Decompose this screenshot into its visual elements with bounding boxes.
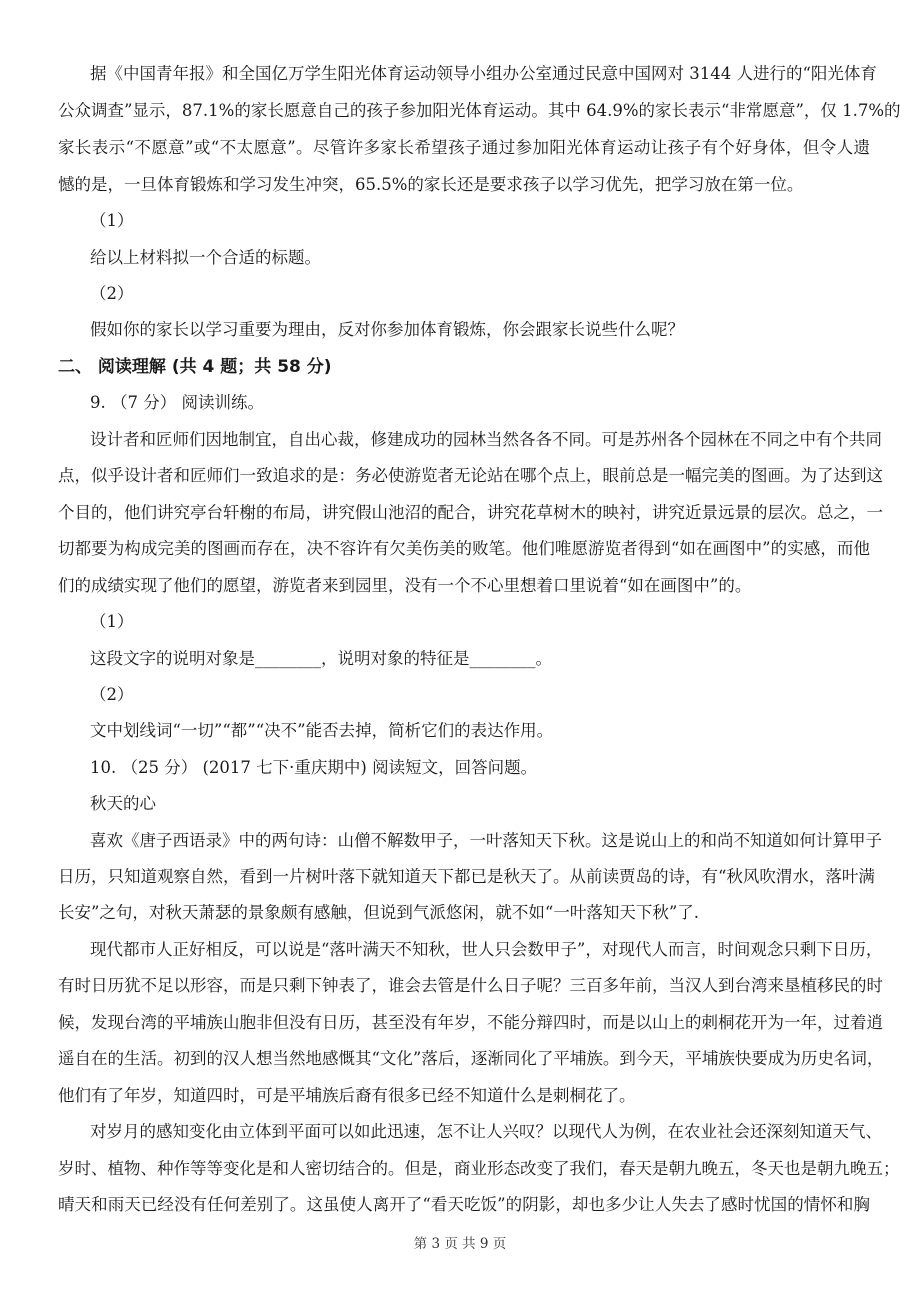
q9-passage-line-4: 切都要为构成完美的图画而存在，决不容许有欠美伤美的败笔。他们唯愿游览者得到“如在画图中”的实感，而他 — [58, 539, 870, 558]
question-text: 假如你的家长以学习重要为理由，反对你参加体育锻炼，你会跟家长说些什么呢？ — [90, 320, 684, 339]
question-number: （1） — [90, 612, 134, 631]
question-number: （2） — [90, 284, 134, 303]
q9-passage-line-1: 设计者和匠师们因地制宜，自出心裁，修建成功的园林当然各各不同。可是苏州各个园林在不同之中有个共同 — [90, 430, 882, 449]
passage1-line-1: 据《中国青年报》和全国亿万学生阳光体育运动领导小组办公室通过民意中国网对 3144 人进行的“阳光体育 — [90, 64, 877, 83]
q10-passage-line-2: 日历，只知道观察自然，看到一片树叶落下就知道天下都已是秋天了。从前读贾岛的诗，有“秋风吹渭水，落叶满 — [58, 867, 875, 886]
section-heading: 二、 阅读理解 (共 4 题；共 58 分) — [58, 357, 332, 377]
question-text: 文中划线词“一切”“都”“决不”能否去掉，简析它们的表达作用。 — [90, 721, 554, 740]
q10-passage-line-11: 晴天和雨天已经没有任何差别了。这虽使人离开了“看天吃饭”的阴影，却也多少让人失去了感时忧国的情怀和胸 — [58, 1195, 870, 1214]
question-number: （1） — [90, 211, 134, 230]
question-text: 给以上材料拟一个合适的标题。 — [90, 248, 321, 267]
q10-passage-line-8: 他们有了年岁，知道四时，可是平埔族后裔有很多已经不知道什么是刺桐花了。 — [58, 1086, 636, 1105]
q10-passage-line-3: 长安”之句，对秋天萧瑟的景象颇有感触，但说到气派悠闲，就不如“一叶落知天下秋”了. — [58, 903, 700, 922]
q9-passage-line-3: 个目的，他们讲究亭台轩榭的布局，讲究假山池沼的配合，讲究花草树木的映衬，讲究近景远景的层次。总之，一 — [58, 503, 883, 522]
passage1-line-3: 家长表示“不愿意”或“不太愿意”。尽管许多家长希望孩子通过参加阳光体育运动让孩子有个好身体，但令人遗 — [58, 138, 870, 157]
passage1-line-2: 公众调查”显示，87.1%的家长愿意自己的孩子参加阳光体育运动。其中 64.9%的家长表示“非常愿意”，仅 1.7%的 — [58, 101, 901, 120]
question-9-header: 9. （7 分） 阅读训练。 — [90, 393, 264, 412]
q10-passage-line-9: 对岁月的感知变化由立体到平面可以如此迅速，怎不让人兴叹？以现代人为例，在农业社会还深刻知道天气、 — [90, 1122, 882, 1141]
page-number-footer: 第 3 页 共 9 页 — [413, 1236, 507, 1252]
q10-passage-line-5: 有时日历犹不足以形容，而是只剩下钟表了，谁会去管是什么日子呢？三百多年前，当汉人到台湾来垦植移民的时 — [58, 976, 883, 995]
q10-passage-line-7: 遥自在的生活。初到的汉人想当然地感慨其“文化”落后，逐渐同化了平埔族。到今天，平埔族快要成为历史名词， — [58, 1049, 884, 1068]
q10-passage-line-10: 岁时、植物、种作等等变化是和人密切结合的。但是，商业形态改变了我们，春天是朝九晚五，冬天也是朝九晚五； — [58, 1159, 900, 1178]
question-10-header: 10. （25 分） (2017 七下·重庆期中) 阅读短文，回答问题。 — [90, 758, 538, 777]
question-text: 这段文字的说明对象是________，说明对象的特征是________。 — [90, 649, 552, 668]
q10-passage-line-6: 候，发现台湾的平埔族山胞非但没有日历，甚至没有年岁，不能分辩四时，而是以山上的刺桐花开为一年，过着逍 — [58, 1013, 883, 1032]
q9-passage-line-5: 们的成绩实现了他们的愿望，游览者来到园里，没有一个不心里想着口里说着“如在画图中”的。 — [58, 576, 752, 595]
q10-passage-line-4: 现代都市人正好相反，可以说是“落叶满天不知秋，世人只会数甲子”，对现代人而言，时间观念只剩下日历， — [90, 940, 883, 959]
q10-passage-line-1: 喜欢《唐子西语录》中的两句诗：山僧不解数甲子，一叶落知天下秋。这是说山上的和尚不知道如何计算甲子 — [90, 831, 882, 850]
article-title: 秋天的心 — [90, 794, 156, 813]
question-number: （2） — [90, 685, 134, 704]
q9-passage-line-2: 点，似乎设计者和匠师们一致追求的是：务必使游览者无论站在哪个点上，眼前总是一幅完美的图画。为了达到这 — [58, 466, 883, 485]
passage1-line-4: 憾的是，一旦体育锻炼和学习发生冲突，65.5%的家长还是要求孩子以学习优先，把学习放在第一位。 — [58, 175, 804, 194]
